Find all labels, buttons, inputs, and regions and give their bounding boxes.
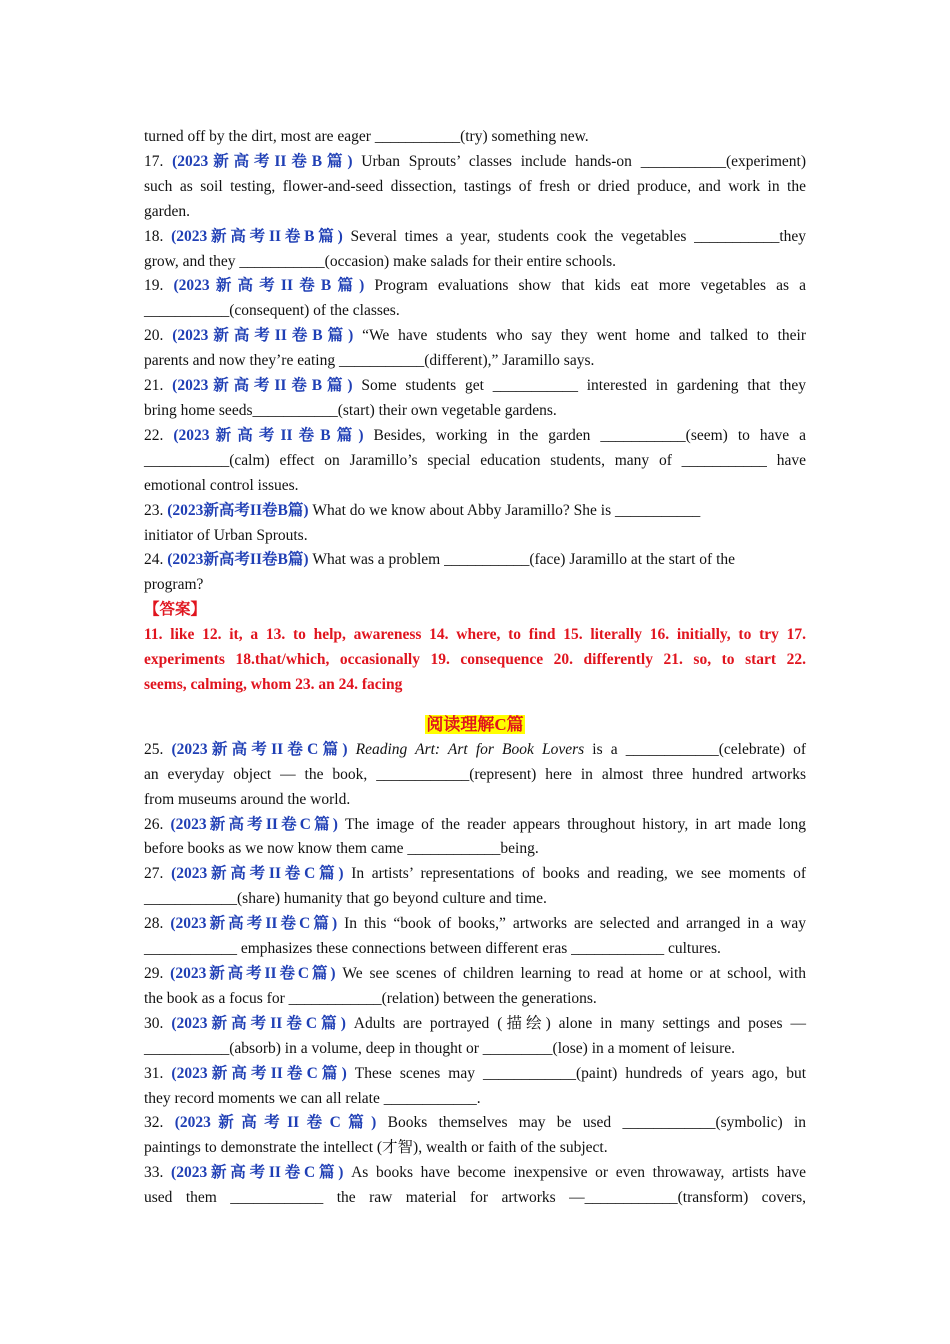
question-line bbox=[144, 912, 806, 937]
question-item bbox=[144, 1161, 806, 1211]
question-line bbox=[144, 1186, 806, 1211]
question-line bbox=[144, 862, 806, 887]
question-text: used them ____________ the raw material for artworks —____________(transform) covers, bbox=[144, 1189, 806, 1207]
section-title bbox=[144, 712, 806, 738]
question-item bbox=[144, 862, 806, 912]
question-item bbox=[144, 813, 806, 863]
question-line bbox=[144, 299, 806, 324]
answer-line: 11. like 12. it, a 13. to help, awareness 14. where, to find 15. literally 16. initially, to try 17. bbox=[144, 626, 806, 644]
question-item bbox=[144, 962, 806, 1012]
question-line bbox=[144, 1062, 806, 1087]
question-line bbox=[144, 887, 806, 912]
question-number: 28. bbox=[144, 915, 171, 933]
question-line bbox=[144, 399, 806, 424]
section-title-text: 阅读理解C篇 bbox=[426, 714, 524, 734]
question-line bbox=[144, 125, 806, 150]
question-source: (2023新高考II卷B篇) bbox=[172, 152, 353, 170]
question-line bbox=[144, 813, 806, 838]
question-text: program? bbox=[144, 576, 204, 594]
question-line bbox=[144, 837, 806, 862]
question-item bbox=[144, 125, 806, 150]
question-text: What do we know about Abby Jaramillo? She is ___________ bbox=[308, 501, 701, 519]
question-line bbox=[144, 449, 806, 474]
question-text: paintings to demonstrate the intellect (才智), wealth or faith of the subject. bbox=[144, 1139, 608, 1157]
question-item bbox=[144, 1111, 806, 1161]
question-line bbox=[144, 987, 806, 1012]
question-line bbox=[144, 738, 806, 763]
question-line bbox=[144, 1037, 806, 1062]
question-line bbox=[144, 150, 806, 175]
answer-line: seems, calming, whom 23. an 24. facing bbox=[144, 675, 403, 693]
question-text: We see scenes of children learning to read at home or at school, with bbox=[335, 965, 807, 982]
question-line bbox=[144, 374, 806, 399]
question-number: 19. bbox=[144, 277, 174, 295]
question-source: (2023新高考II卷C篇) bbox=[170, 965, 336, 982]
question-line bbox=[144, 200, 806, 225]
question-number: 30. bbox=[144, 1014, 172, 1032]
question-line bbox=[144, 1087, 806, 1112]
question-text: ____________(share) humanity that go beyond culture and time. bbox=[144, 890, 547, 908]
question-source: (2023新高考II卷C篇) bbox=[170, 815, 338, 833]
question-item bbox=[144, 1012, 806, 1062]
question-source: (2023新高考II卷C篇) bbox=[171, 1014, 346, 1032]
question-line bbox=[144, 937, 806, 962]
question-number: 31. bbox=[144, 1064, 172, 1082]
question-text: is a ____________(celebrate) of bbox=[584, 740, 806, 758]
question-number: 25. bbox=[144, 740, 172, 758]
question-source: (2023新高考II卷C篇) bbox=[174, 1114, 377, 1132]
question-line bbox=[144, 349, 806, 374]
question-source: (2023新高考II卷B篇) bbox=[167, 501, 309, 519]
question-source: (2023新高考II卷C篇) bbox=[171, 740, 348, 758]
question-text: Urban Sprouts’ classes include hands-on ___________(experiment) bbox=[352, 152, 806, 170]
question-text: Program evaluations show that kids eat more vegetables as a bbox=[364, 277, 806, 295]
question-line bbox=[144, 250, 806, 275]
question-line bbox=[144, 324, 806, 349]
question-text: ___________(absorb) in a volume, deep in thought or _________(lose) in a moment of leisure. bbox=[144, 1039, 736, 1057]
answer-line: experiments 18.that/which, occasionally 19. consequence 20. differently 21. so, to start 22. bbox=[144, 651, 806, 669]
question-source: (2023新高考II卷B篇) bbox=[172, 327, 354, 345]
book-title: Reading Art: Art for Book Lovers bbox=[355, 740, 585, 758]
question-number: 21. bbox=[144, 377, 173, 395]
question-text: In this “book of books,” artworks are selected and arranged in a way bbox=[337, 915, 806, 933]
question-text: before books as we now know them came ____________being. bbox=[144, 840, 539, 858]
question-text: initiator of Urban Sprouts. bbox=[144, 526, 308, 544]
question-line bbox=[144, 175, 806, 200]
question-number: 26. bbox=[144, 815, 171, 833]
question-item bbox=[144, 912, 806, 962]
document-page bbox=[144, 125, 806, 1211]
question-item bbox=[144, 274, 806, 324]
question-text: Books themselves may be used ____________(symbolic) in bbox=[376, 1114, 807, 1132]
question-text: What was a problem ___________(face) Jaramillo at the start of the bbox=[308, 551, 736, 569]
question-item bbox=[144, 738, 806, 813]
question-text: emotional control issues. bbox=[144, 476, 299, 494]
question-line bbox=[144, 1012, 806, 1037]
question-number: 24. bbox=[144, 551, 168, 569]
question-source: (2023新高考II卷B篇) bbox=[167, 551, 309, 569]
question-source: (2023新高考II卷C篇) bbox=[171, 1164, 344, 1182]
question-item bbox=[144, 225, 806, 275]
question-source: (2023新高考II卷B篇) bbox=[173, 277, 365, 295]
question-line bbox=[144, 274, 806, 299]
question-source: (2023新高考II卷B篇) bbox=[171, 227, 343, 245]
question-line bbox=[144, 474, 806, 499]
question-text: As books have become inexpensive or even throwaway, artists have bbox=[343, 1164, 806, 1182]
question-number: 27. bbox=[144, 865, 172, 883]
question-source: (2023新高考II卷B篇) bbox=[173, 426, 364, 444]
question-text: bring home seeds___________(start) their own vegetable gardens. bbox=[144, 401, 557, 419]
question-text: Besides, working in the garden ___________(seem) to have a bbox=[363, 426, 807, 444]
question-line bbox=[144, 424, 806, 449]
question-text: In artists’ representations of books and reading, we see moments of bbox=[343, 865, 806, 883]
question-item bbox=[144, 324, 806, 374]
question-number: 20. bbox=[144, 327, 173, 345]
question-line: an everyday object — the book, ____________(represent) here in almost three hundred artworks bbox=[144, 765, 806, 783]
question-line bbox=[144, 1136, 806, 1161]
question-line bbox=[144, 1161, 806, 1186]
question-text: The image of the reader appears throughout history, in art made long bbox=[337, 815, 807, 833]
question-number: 23. bbox=[144, 501, 168, 519]
question-line bbox=[144, 524, 806, 549]
question-number: 32. bbox=[144, 1114, 175, 1132]
question-text: garden. bbox=[144, 202, 191, 220]
question-source: (2023新高考II卷C篇) bbox=[170, 915, 338, 933]
question-text: grow, and they ___________(occasion) make salads for their entire schools. bbox=[144, 252, 617, 270]
question-text: Some students get ___________ interested in gardening that they bbox=[352, 377, 807, 395]
question-number: 17. bbox=[144, 152, 173, 170]
question-text: ____________ emphasizes these connections between different eras ____________ cultures. bbox=[144, 940, 721, 958]
question-text: ___________(calm) effect on Jaramillo’s special education students, many of ___________ have bbox=[144, 451, 806, 469]
question-line bbox=[144, 962, 806, 987]
question-text: parents and now they’re eating ___________(different),” Jaramillo says. bbox=[144, 352, 595, 370]
questions-section-c bbox=[144, 813, 806, 1212]
question-source: (2023新高考II卷B篇) bbox=[172, 377, 353, 395]
question-text: turned off by the dirt, most are eager ___________(try) something new. bbox=[144, 128, 589, 145]
question-item bbox=[144, 499, 806, 549]
question-text: These scenes may ____________(paint) hundreds of years ago, but bbox=[346, 1064, 806, 1082]
question-text: they record moments we can all relate ____________. bbox=[144, 1089, 481, 1107]
answer-heading: 【答案】 bbox=[144, 601, 207, 619]
question-line bbox=[144, 548, 806, 573]
question-line bbox=[144, 573, 806, 598]
question-source: (2023新高考II卷C篇) bbox=[171, 865, 344, 883]
question-number: 18. bbox=[144, 227, 172, 245]
question-line bbox=[144, 1111, 806, 1136]
question-line: from museums around the world. bbox=[144, 790, 351, 808]
question-item bbox=[144, 374, 806, 424]
question-text: the book as a focus for ____________(relation) between the generations. bbox=[144, 989, 597, 1007]
questions-section-b bbox=[144, 125, 806, 598]
question-text: Several times a year, students cook the vegetables ___________they bbox=[342, 227, 806, 245]
question-item bbox=[144, 548, 806, 598]
question-number: 33. bbox=[144, 1164, 172, 1182]
question-line bbox=[144, 499, 806, 524]
question-item bbox=[144, 424, 806, 499]
question-text: “We have students who say they went home and talked to their bbox=[353, 327, 806, 345]
question-number: 22. bbox=[144, 426, 174, 444]
question-number: 29. bbox=[144, 965, 171, 982]
question-line bbox=[144, 225, 806, 250]
question-item bbox=[144, 150, 806, 225]
question-text: such as soil testing, flower-and-seed dissection, tastings of fresh or dried produce, and work in the bbox=[144, 177, 806, 195]
question-text: Adults are portrayed (描绘) alone in many settings and poses — bbox=[345, 1014, 806, 1032]
question-text: ___________(consequent) of the classes. bbox=[144, 302, 400, 320]
question-source: (2023新高考II卷C篇) bbox=[171, 1064, 347, 1082]
question-item bbox=[144, 1062, 806, 1112]
